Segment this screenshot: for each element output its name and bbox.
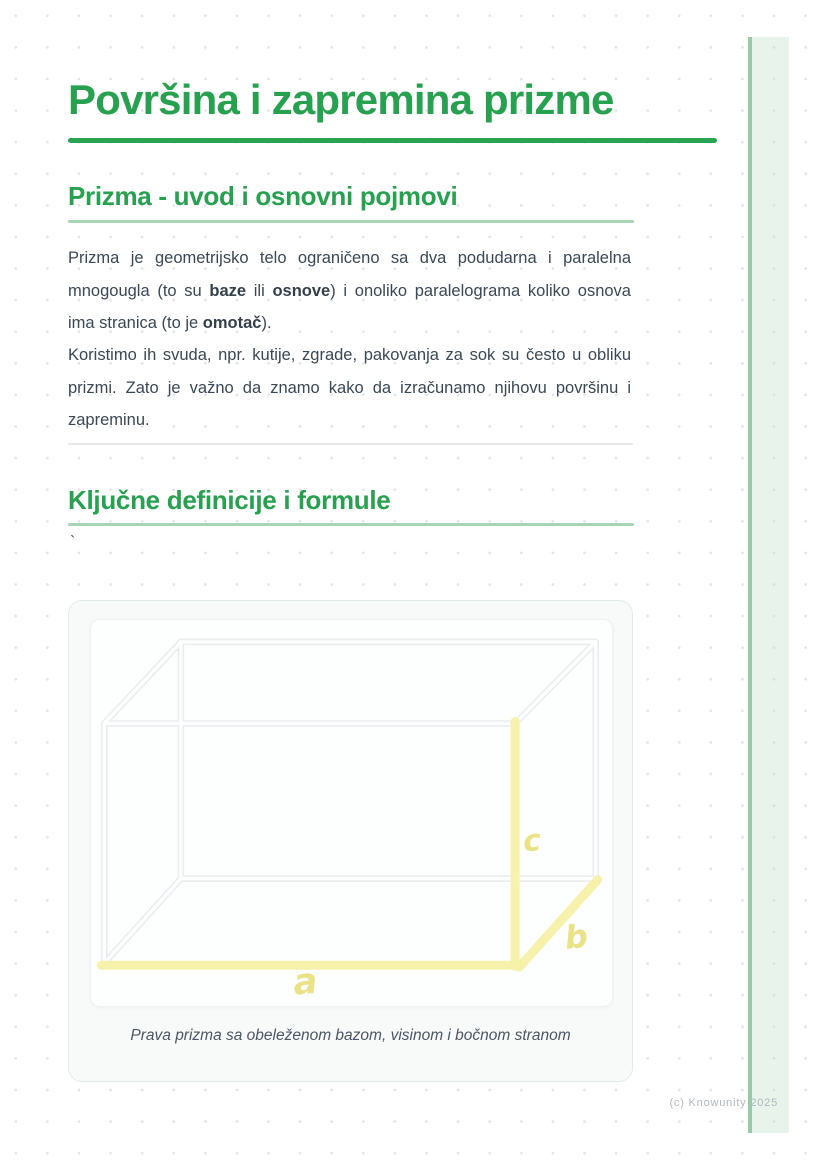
prism-label-a: a: [291, 960, 320, 1004]
footer-credit: (c) Knowunity 2025: [669, 1097, 778, 1109]
prism-figure-canvas: [90, 619, 613, 1007]
section-underline-definitions: [68, 523, 634, 526]
stray-backtick: `: [70, 534, 76, 551]
paragraph-intro-usage: Koristimo ih svuda, npr. kutije, zgrade, pakovanja za sok su često u obliku prizmi. Zato je važno da znamo kako da izračunamo njihovu površinu i zapreminu.: [68, 346, 631, 429]
section-underline-intro: [68, 220, 634, 223]
text-segment: Prizma je geometrijsko telo ograničeno sa dva podudarna i paralelna mnogougla (to su: [68, 249, 631, 300]
figure-caption: Prava prizma sa obeleženom bazom, visinom i bočnom stranom: [130, 1027, 571, 1044]
section-divider: [68, 443, 633, 445]
prism-label-c: c: [521, 823, 543, 860]
title-underline: [68, 138, 717, 143]
prism-gray-edges: [104, 642, 595, 963]
bold-term-omotac: omotač: [202, 314, 262, 332]
text-segment: ).: [261, 314, 272, 332]
prism-wireframe-drawing: [91, 620, 612, 1006]
text-segment: ) i onoliko paralelograma koliko osnova ima stranica (to je: [68, 281, 631, 332]
bold-term-osnove: osnove: [272, 281, 331, 300]
section-heading-definitions: Ključne definicije i formule: [68, 485, 391, 515]
bold-term-baze: baze: [209, 281, 247, 300]
page-title: Površina i zapremina prizme: [68, 76, 614, 123]
prism-label-b: b: [562, 916, 590, 957]
text-segment: ili: [246, 281, 273, 300]
paragraph-intro-definition: [68, 242, 631, 340]
prism-figure-card: [68, 600, 633, 1082]
section-heading-intro: Prizma - uvod i osnovni pojmovi: [68, 181, 458, 211]
